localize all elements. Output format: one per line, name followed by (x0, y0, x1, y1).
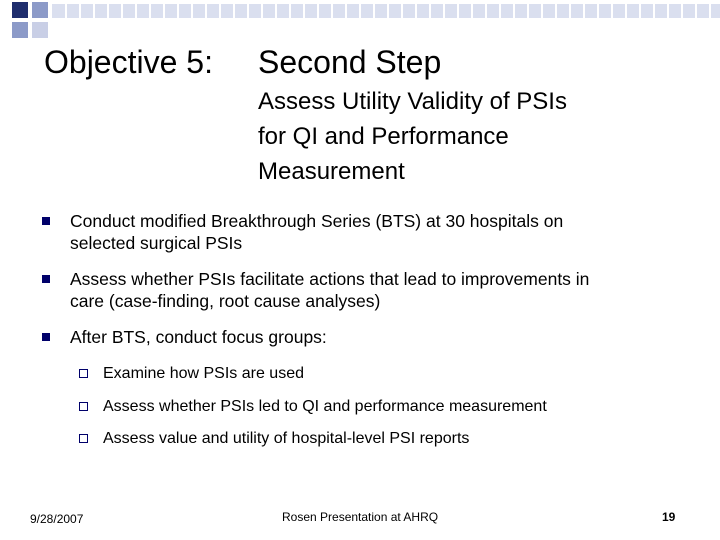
bullet-text-line: Assess whether PSIs facilitate actions that lead to improvements in (70, 269, 590, 289)
sub-bullet-text: Examine how PSIs are used (103, 365, 304, 382)
bullet-list (40, 210, 690, 348)
page-number: 19 (662, 510, 676, 524)
bullet-item (40, 268, 690, 312)
bullet-text-line: After BTS, conduct focus groups: (70, 327, 327, 347)
header-decoration (0, 0, 720, 40)
bullet-text-line: Conduct modified Breakthrough Series (BTS) at 30 hospitals on (70, 211, 564, 231)
bullet-item (40, 210, 690, 254)
footer-date: 9/28/2007 (30, 512, 84, 526)
hollow-square-bullet-icon (79, 402, 88, 411)
bullet-text-line: care (case-finding, root cause analyses) (70, 291, 381, 311)
subtitle-line: Assess Utility Validity of PSIs (258, 88, 567, 115)
bullet-text-line: selected surgical PSIs (70, 233, 243, 253)
sub-bullet-text: Assess value and utility of hospital-level PSI reports (103, 430, 470, 447)
sub-bullet-list (78, 364, 678, 462)
slide-title-step: Second Step (258, 44, 442, 80)
footer-presenter: Rosen Presentation at AHRQ (282, 510, 439, 524)
hollow-square-bullet-icon (79, 434, 88, 443)
sub-bullet-item (78, 364, 678, 384)
subtitle-line: for QI and Performance (258, 123, 509, 150)
sub-bullet-item (78, 429, 678, 449)
square-bullet-icon (42, 275, 50, 283)
square-bullet-icon (42, 333, 50, 341)
subtitle-line: Measurement (258, 158, 405, 185)
sub-bullet-item (78, 397, 678, 417)
slide-title-objective: Objective 5: (44, 44, 213, 80)
sub-bullet-text: Assess whether PSIs led to QI and performance measurement (103, 397, 547, 415)
slide-subtitle (258, 84, 678, 189)
hollow-square-bullet-icon (79, 369, 88, 378)
bullet-item (40, 326, 690, 348)
square-bullet-icon (42, 217, 50, 225)
